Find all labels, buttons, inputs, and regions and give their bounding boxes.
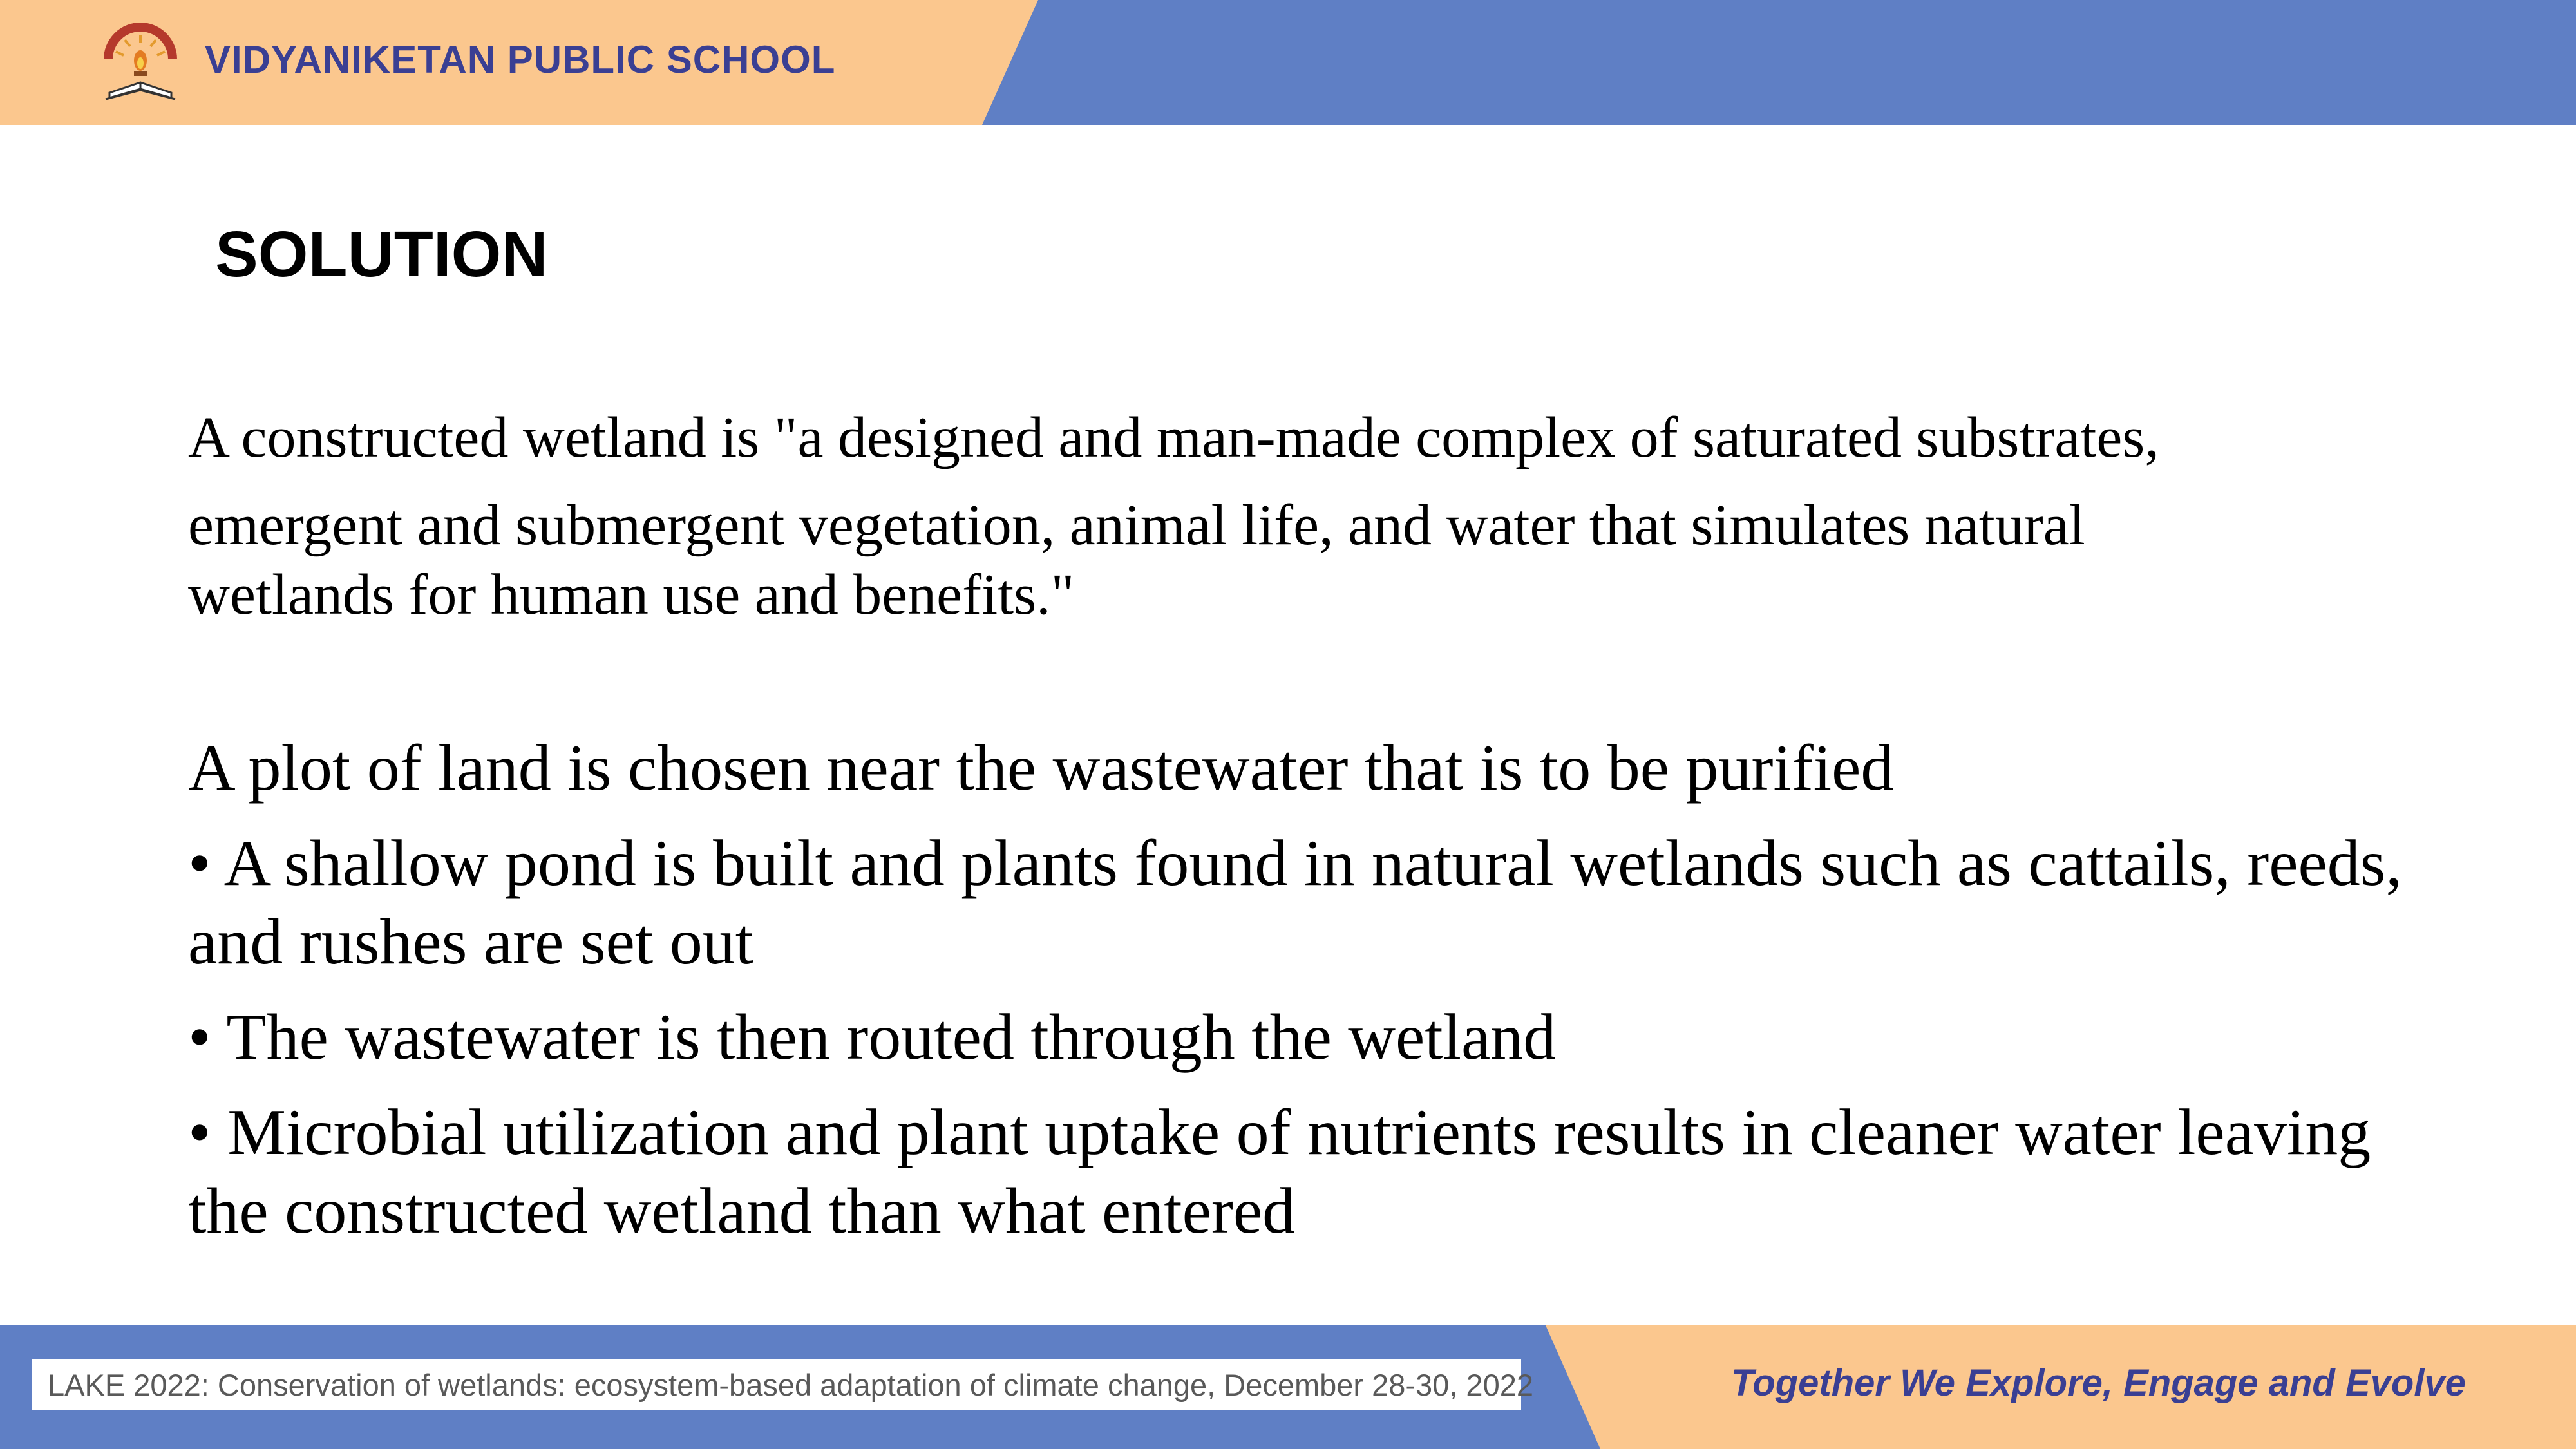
bullet-item: • A shallow pond is built and plants found in natural wetlands such as cattails, reeds, and rushes are set out bbox=[188, 827, 2402, 978]
process-steps bbox=[188, 729, 2442, 1251]
footer-tagline: Together We Explore, Engage and Evolve bbox=[1731, 1362, 2466, 1404]
slide-title: SOLUTION bbox=[215, 218, 548, 290]
footer-event-text: LAKE 2022: Conservation of wetlands: ecosystem-based adaptation of climate change, December 28-30, 2022 bbox=[48, 1367, 1533, 1402]
definition-paragraph bbox=[188, 399, 2442, 634]
school-emblem-icon bbox=[97, 21, 184, 106]
step-intro: A plot of land is chosen near the wastewater that is to be purified bbox=[188, 732, 1894, 804]
school-name: VIDYANIKETAN PUBLIC SCHOOL bbox=[205, 38, 836, 81]
bullet-item: • The wastewater is then routed through the wetland bbox=[188, 1001, 1557, 1074]
definition-line: emergent and submergent vegetation, animal life, and water that simulates natural bbox=[188, 493, 2085, 557]
bullet-item: • Microbial utilization and plant uptake of nutrients results in cleaner water leaving the constructed wetland than what entered bbox=[188, 1096, 2371, 1247]
definition-line: A constructed wetland is "a designed and man-made complex of saturated substrates, bbox=[188, 406, 2159, 469]
footer-event-box bbox=[32, 1359, 1533, 1410]
definition-line: wetlands for human use and benefits." bbox=[188, 563, 1075, 627]
